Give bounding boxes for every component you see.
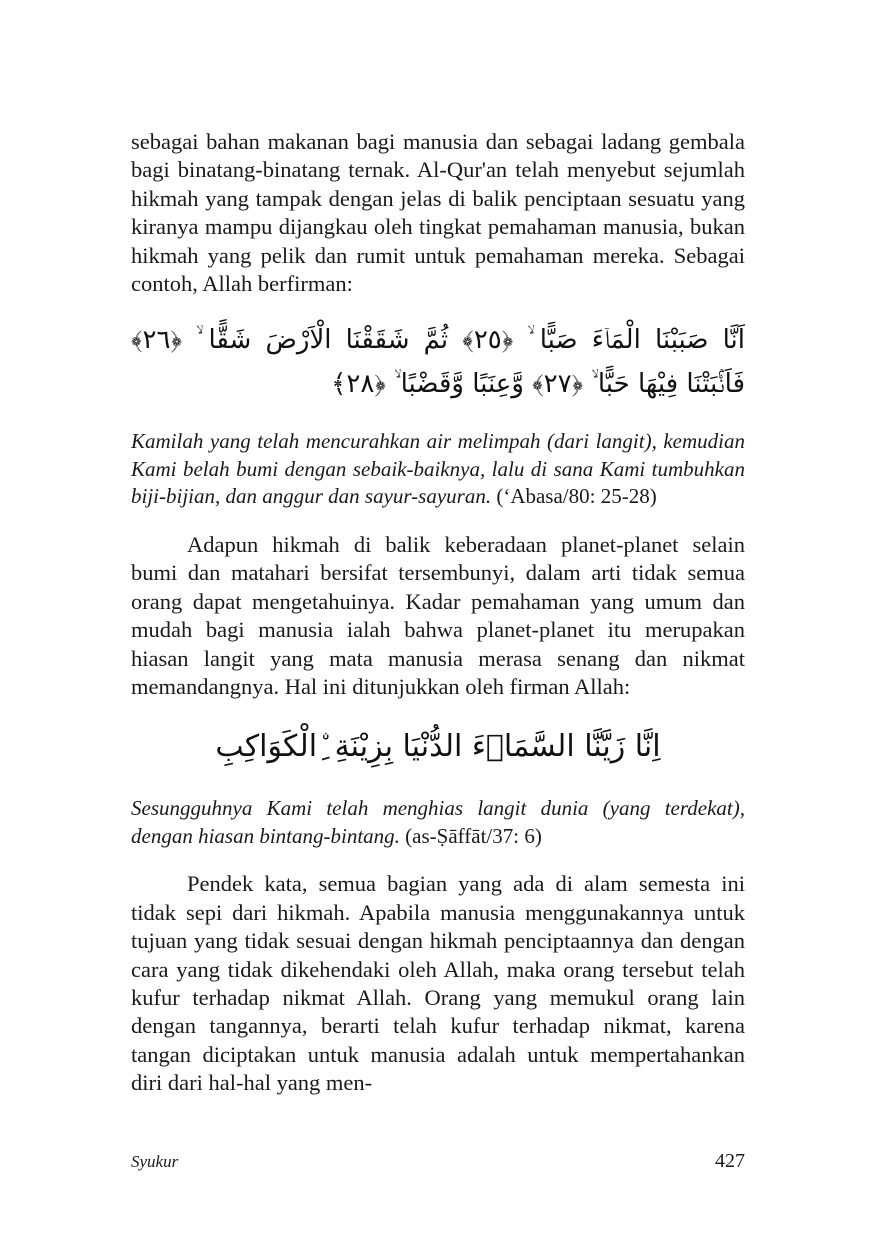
running-title: Syukur [131, 1152, 179, 1171]
body-paragraph-3: Pendek kata, semua bagian yang ada di alam semesta ini tidak sepi dari hikmah. Apabila manusia menggunakannya untuk tujuan yang tidak sesuai dengan hikmah penciptaannya dan dengan cara yang tidak dikehendaki oleh Allah, maka orang tersebut telah kufur terhadap nikmat Allah. Orang yang memukul orang lain dengan tangannya, berarti telah kufur terhadap nikmat, karena tangan diciptakan untuk manusia adalah untuk mempertahankan diri dari hal-hal yang men- [131, 871, 745, 1096]
quran-verse-abasa: اَنَّا صَبَبْنَا الْمَاۤءَ صَبًّا ۙ ﴿٢٥﴾ ثُمَّ شَقَقْنَا الْاَرْضَ شَقًّا ۙ ﴿٢٦﴾ فَاَنْۢبَتْنَا فِيْهَا حَبًّا ۙ ﴿٢٧﴾ وَّعِنَبًا وَّقَضْبًا ۙ ﴿٢٨﴾ [131, 325, 745, 400]
verse-reference: (as-Ṣāffāt/37: 6) [405, 823, 542, 848]
verse-translation-saffat [131, 795, 745, 850]
verse-reference: (‘Abasa/80: 25-28) [496, 484, 657, 509]
page-footer [131, 1150, 745, 1173]
page-number: 427 [715, 1150, 745, 1172]
body-paragraph-1: sebagai bahan makanan bagi manusia dan sebagai ladang gembala bagi binatang-binatang ternak. Al-Qur'an telah menyebut sejumlah hikmah yang tampak dengan jelas di balik penciptaan sesuatu yang kiranya mampu dijangkau oleh tingkat pemahaman manusia, bukan hikmah yang pelik dan rumit untuk pemahaman mereka. Sebagai contoh, Allah berfirman: [131, 129, 745, 297]
quran-verse-saffat: اِنَّا زَيَّنَّا السَّمَاۤءَ الدُّنْيَا بِزِيْنَةِ ِۨالْكَوَاكِبِ [215, 729, 661, 765]
translation-text: Kamilah yang telah mencurahkan air melimpah (dari langit), kemudian Kami belah bumi dengan sebaik-baiknya, lalu di sana Kami tumbuhkan biji-bijian, dan anggur dan sayur-sayuran. [131, 429, 745, 509]
page-body [131, 128, 745, 1098]
verse-translation-abasa [131, 428, 745, 511]
body-paragraph-2: Adapun hikmah di balik keberadaan planet-planet selain bumi dan matahari bersifat tersembunyi, dalam arti tidak semua orang dapat mengetahuinya. Kadar pemahaman yang umum dan mudah bagi manusia ialah bahwa planet-planet itu merupakan hiasan langit yang mata manusia merasa senang dan nikmat memandangnya. Hal ini ditunjukkan oleh firman Allah: [131, 531, 745, 699]
translation-text: Sesungguhnya Kami telah menghias langit dunia (yang terdekat), dengan hiasan bintang-bintang. [131, 796, 745, 848]
